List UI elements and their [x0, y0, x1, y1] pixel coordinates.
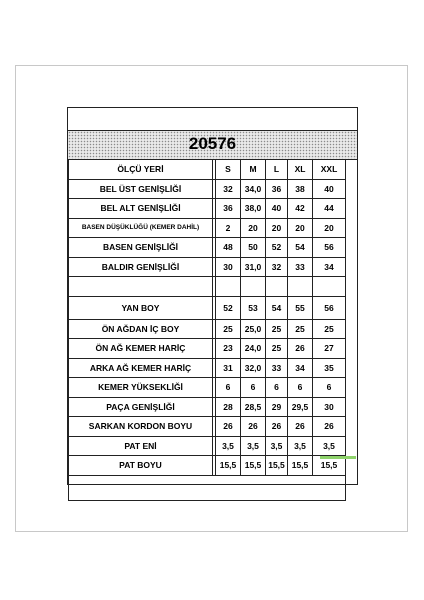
measure-label: YAN BOY — [69, 296, 213, 319]
table-row — [69, 218, 346, 238]
value-cell: 28,5 — [241, 397, 266, 417]
value-cell: 31 — [216, 358, 241, 378]
header-cell: M — [241, 160, 266, 180]
value-cell: 42 — [288, 199, 313, 219]
value-cell: 30 — [313, 397, 346, 417]
value-cell: 29,5 — [288, 397, 313, 417]
value-cell: 3,5 — [241, 436, 266, 456]
value-cell: 34,0 — [241, 179, 266, 199]
value-cell: 53 — [241, 296, 266, 319]
value-cell: 3,5 — [313, 436, 346, 456]
value-cell: 24,0 — [241, 339, 266, 359]
measure-label: PAÇA GENİŞLİĞİ — [69, 397, 213, 417]
value-cell: 50 — [241, 238, 266, 258]
value-cell: 20 — [313, 218, 346, 238]
value-cell: 26 — [288, 417, 313, 437]
value-cell — [216, 277, 241, 297]
table-row — [69, 475, 346, 500]
table-row — [69, 358, 346, 378]
value-cell: 26 — [313, 417, 346, 437]
value-cell: 32 — [216, 179, 241, 199]
measure-label — [69, 277, 213, 297]
value-cell: 2 — [216, 218, 241, 238]
measure-label: PAT BOYU — [69, 456, 213, 476]
measure-label: BEL ÜST GENİŞLİĞİ — [69, 179, 213, 199]
value-cell: 32 — [266, 257, 288, 277]
product-code-title: 20576 — [188, 134, 237, 153]
table-row — [69, 179, 346, 199]
value-cell: 26 — [266, 417, 288, 437]
value-cell: 25 — [266, 319, 288, 339]
table-row — [69, 277, 346, 297]
value-cell: 52 — [216, 296, 241, 319]
green-marker — [320, 456, 356, 459]
value-cell: 25 — [266, 339, 288, 359]
measure-label: ÖN AĞ KEMER HARİÇ — [69, 339, 213, 359]
value-cell: 56 — [313, 238, 346, 258]
header-cell: S — [216, 160, 241, 180]
table-row — [69, 238, 346, 258]
table-row — [69, 417, 346, 437]
value-cell: 34 — [313, 257, 346, 277]
value-cell: 15,5 — [216, 456, 241, 476]
measure-label: ÖN AĞDAN İÇ BOY — [69, 319, 213, 339]
value-cell: 15,5 — [266, 456, 288, 476]
title-band — [68, 130, 357, 160]
value-cell: 27 — [313, 339, 346, 359]
value-cell — [313, 277, 346, 297]
value-cell: 6 — [288, 378, 313, 398]
value-cell: 25 — [216, 319, 241, 339]
value-cell: 25 — [313, 319, 346, 339]
value-cell: 56 — [313, 296, 346, 319]
value-cell: 29 — [266, 397, 288, 417]
measure-label: SARKAN KORDON BOYU — [69, 417, 213, 437]
header-row — [69, 160, 346, 180]
value-cell: 32,0 — [241, 358, 266, 378]
table-row — [69, 378, 346, 398]
value-cell: 15,5 — [313, 456, 346, 476]
value-cell: 15,5 — [241, 456, 266, 476]
value-cell: 6 — [216, 378, 241, 398]
value-cell: 36 — [266, 179, 288, 199]
value-cell: 23 — [216, 339, 241, 359]
value-cell: 28 — [216, 397, 241, 417]
header-cell: XXL — [313, 160, 346, 180]
measure-label: BASEN GENİŞLİĞİ — [69, 238, 213, 258]
value-cell — [266, 277, 288, 297]
value-cell: 6 — [313, 378, 346, 398]
value-cell: 26 — [288, 339, 313, 359]
value-cell: 3,5 — [288, 436, 313, 456]
value-cell: 20 — [241, 218, 266, 238]
value-cell: 38 — [288, 179, 313, 199]
measure-label: KEMER YÜKSEKLİĞİ — [69, 378, 213, 398]
value-cell: 52 — [266, 238, 288, 258]
header-cell: XL — [288, 160, 313, 180]
value-cell: 33 — [288, 257, 313, 277]
value-cell: 34 — [288, 358, 313, 378]
value-cell: 33 — [266, 358, 288, 378]
value-cell: 6 — [266, 378, 288, 398]
measure-label: BEL ALT GENİŞLİĞİ — [69, 199, 213, 219]
value-cell: 26 — [216, 417, 241, 437]
header-cell: L — [266, 160, 288, 180]
value-cell: 30 — [216, 257, 241, 277]
value-cell: 48 — [216, 238, 241, 258]
size-chart-sheet — [67, 107, 358, 485]
value-cell: 36 — [216, 199, 241, 219]
table-row — [69, 339, 346, 359]
value-cell: 31,0 — [241, 257, 266, 277]
table-row — [69, 319, 346, 339]
value-cell: 55 — [288, 296, 313, 319]
measure-label: BALDIR GENİŞLİĞİ — [69, 257, 213, 277]
table-row — [69, 296, 346, 319]
value-cell: 40 — [313, 179, 346, 199]
value-cell — [288, 277, 313, 297]
value-cell: 20 — [288, 218, 313, 238]
value-cell — [241, 277, 266, 297]
measure-label: PAT ENİ — [69, 436, 213, 456]
measure-label: BASEN DÜŞÜKLÜĞÜ (KEMER DAHİL) — [69, 218, 213, 238]
value-cell: 3,5 — [216, 436, 241, 456]
header-cell: ÖLÇÜ YERİ — [69, 160, 213, 180]
table-row — [69, 456, 346, 476]
value-cell: 20 — [266, 218, 288, 238]
value-cell: 38,0 — [241, 199, 266, 219]
value-cell: 35 — [313, 358, 346, 378]
value-cell: 44 — [313, 199, 346, 219]
table-row — [69, 199, 346, 219]
size-table — [68, 159, 346, 501]
table-row — [69, 257, 346, 277]
measure-label: ARKA AĞ KEMER HARİÇ — [69, 358, 213, 378]
value-cell: 54 — [288, 238, 313, 258]
value-cell: 40 — [266, 199, 288, 219]
value-cell: 6 — [241, 378, 266, 398]
table-row — [69, 436, 346, 456]
value-cell: 25 — [288, 319, 313, 339]
empty-footer-row — [69, 475, 346, 500]
value-cell: 54 — [266, 296, 288, 319]
table-row — [69, 397, 346, 417]
value-cell: 3,5 — [266, 436, 288, 456]
value-cell: 26 — [241, 417, 266, 437]
value-cell: 15,5 — [288, 456, 313, 476]
value-cell: 25,0 — [241, 319, 266, 339]
